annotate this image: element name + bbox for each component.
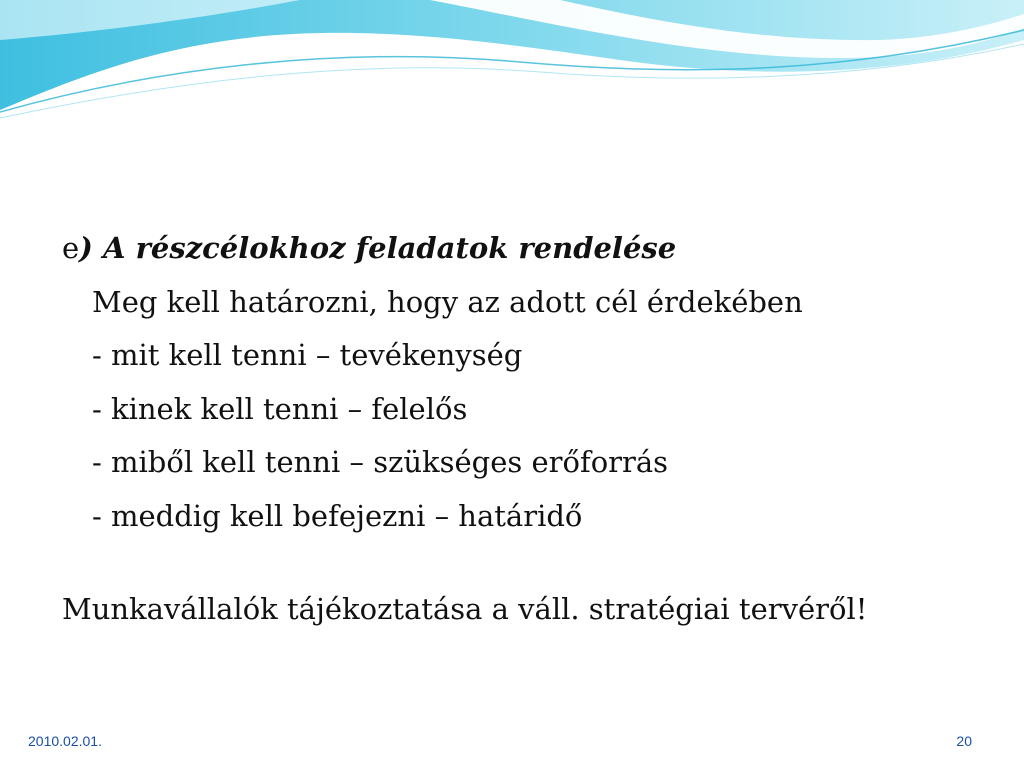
heading-prefix: e <box>62 231 80 265</box>
list-item-deadline: - meddig kell befejezni – határidő <box>92 498 583 533</box>
footer-page-number: 20 <box>956 733 972 749</box>
closing-text: Munkavállalók tájékoztatása a váll. stratégiai tervéről! <box>62 592 868 626</box>
intro-text: Meg kell határozni, hogy az adott cél érdekében <box>92 284 803 319</box>
wave-header-decoration <box>0 0 1024 130</box>
footer-date: 2010.02.01. <box>28 733 102 749</box>
list-item-responsible: - kinek kell tenni – felelős <box>92 391 468 426</box>
list-item-resources: - miből kell tenni – szükséges erőforrás <box>92 445 669 479</box>
slide-body <box>62 222 1002 637</box>
heading <box>62 222 1002 276</box>
list-item-activity: - mit kell tenni – tevékenység <box>92 338 523 372</box>
heading-title: ) A részcélokhoz feladatok rendelése <box>79 231 677 265</box>
spacer <box>62 543 1002 583</box>
